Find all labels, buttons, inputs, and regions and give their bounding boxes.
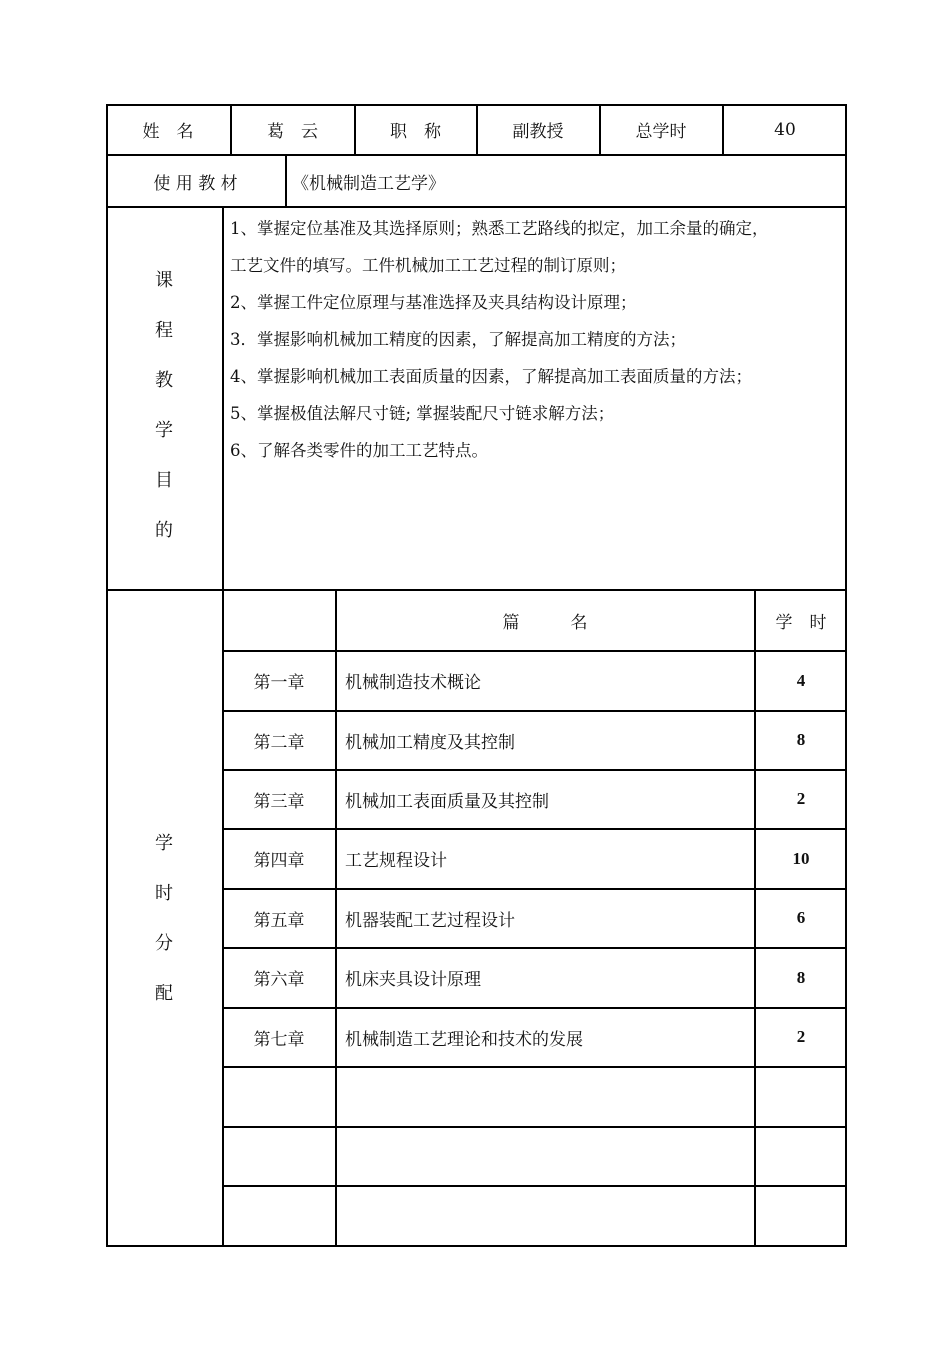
name-value: 葛 云 [267, 122, 318, 142]
chapter-hours: 4 [796, 670, 806, 690]
objectives-label [106, 256, 222, 556]
chapter-number: 第三章 [253, 791, 305, 812]
title-label: 职 称 [390, 122, 441, 142]
objectives-label-char: 课 [155, 270, 173, 291]
chapter-title: 机械制造工艺理论和技术的发展 [345, 1029, 583, 1050]
chapter-number: 第五章 [253, 910, 305, 931]
textbook-label: 使 用 教 材 [153, 173, 238, 194]
objective-line: 2、掌握工件定位原理与基准选择及夹具结构设计原理； [230, 293, 637, 312]
title-value: 副教授 [512, 122, 564, 142]
chapter-title: 机械加工精度及其控制 [345, 732, 515, 753]
chapter-hours: 2 [796, 1027, 806, 1046]
allocation-label-char: 配 [155, 983, 173, 1004]
chapter-hours: 8 [796, 967, 806, 987]
chapter-title: 工艺规程设计 [345, 851, 447, 871]
chapter-title: 机械加工表面质量及其控制 [345, 791, 549, 812]
objective-line: 工艺文件的填写。工件机械加工工艺过程的制订原则； [230, 256, 626, 275]
hours-header: 学 时 [775, 612, 827, 633]
objectives-label-char: 目 [155, 470, 173, 491]
textbook-value: 《机械制造工艺学》 [292, 173, 445, 194]
chapter-hours: 2 [796, 789, 806, 808]
objectives-label-char: 程 [155, 320, 173, 341]
allocation-label-char: 分 [155, 933, 173, 954]
chapter-number: 第六章 [253, 970, 305, 990]
col-divider [285, 154, 287, 207]
chapter-name-header: 篇 名 [502, 612, 588, 633]
total-hours-label: 总学时 [635, 122, 687, 142]
objectives-text [230, 210, 842, 469]
chapter-hours: 6 [796, 908, 806, 927]
objective-line: 6、了解各类零件的加工工艺特点。 [230, 441, 488, 460]
chapter-number: 第七章 [253, 1029, 305, 1050]
name-label: 姓 名 [142, 122, 194, 142]
objectives-label-char: 的 [155, 520, 173, 541]
objective-line: 4、掌握影响机械加工表面质量的因素，了解提高加工表面质量的方法； [230, 367, 752, 386]
chapter-number: 第二章 [253, 732, 305, 753]
total-hours-value: 40 [774, 119, 796, 140]
chapter-hours: 8 [796, 730, 806, 749]
objective-line: 5、掌握极值法解尺寸链; 掌握装配尺寸链求解方法； [230, 404, 615, 423]
chapter-title: 机器装配工艺过程设计 [345, 910, 515, 931]
objectives-label-char: 学 [155, 420, 173, 441]
objective-line: 1、掌握定位基准及其选择原则；熟悉工艺路线的拟定，加工余量的确定， [230, 219, 769, 238]
chapter-title: 机床夹具设计原理 [345, 970, 481, 990]
chapter-number: 第四章 [253, 851, 305, 871]
chapter-number: 第一章 [253, 673, 305, 693]
allocation-label [106, 819, 222, 1019]
allocation-label-char: 时 [155, 883, 173, 904]
col-divider [335, 589, 337, 1247]
allocation-label-char: 学 [155, 833, 173, 854]
objective-line: 3．掌握影响机械加工精度的因素，了解提高加工精度的方法； [230, 330, 686, 349]
objectives-label-char: 教 [155, 370, 173, 391]
chapter-title: 机械制造技术概论 [345, 673, 481, 693]
chapter-hours: 10 [792, 848, 810, 868]
